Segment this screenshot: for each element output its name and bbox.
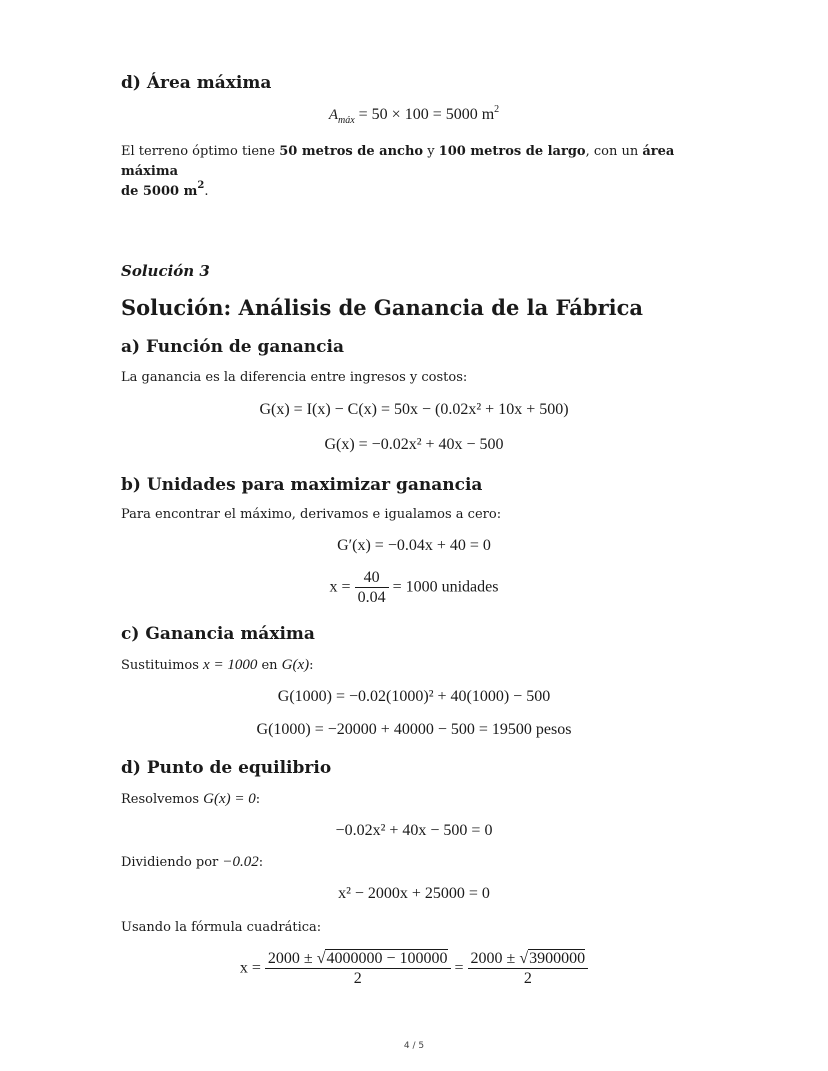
paragraph-c: Sustituimos x = 1000 en G(x):: [121, 657, 314, 673]
page-title: Solución: Análisis de Ganancia de la Fábrica: [121, 295, 644, 320]
equation-b1: G′(x) = −0.04x + 40 = 0: [337, 537, 491, 554]
solution-label: Solución 3: [121, 262, 210, 280]
equation-d2: x² − 2000x + 25000 = 0: [338, 885, 490, 902]
equation-d1: −0.02x² + 40x − 500 = 0: [335, 822, 493, 839]
equation-c1: G(1000) = −0.02(1000)² + 40(1000) − 500: [277, 688, 551, 705]
fraction-quadratic-2: $\frac{2000 \pm √3900000}{2}$: [468, 950, 589, 988]
paragraph-d3: Usando la fórmula cuadrática:: [121, 920, 322, 935]
equation-d3-quadratic: x = $\frac{2000 \pm √4000000 - 100000}{2}$ = $\frac{2000 \pm √3900000}{2}$: [0, 950, 828, 988]
equation-area-maxima: $A_{máx} = 50 \times 100 = 5000$ $m^2$: [328, 104, 500, 127]
section-heading-b: b) Unidades para maximizar ganancia: [121, 475, 483, 495]
section-heading-c: c) Ganancia máxima: [121, 624, 315, 644]
equation-c2: G(1000) = −20000 + 40000 − 500 = 19500 pesos: [256, 721, 572, 738]
fraction-b: $\frac{40}{0.04}$: [355, 569, 389, 607]
paragraph-d1: Resolvemos G(x) = 0:: [121, 791, 261, 807]
conclusion-paragraph: El terreno óptimo tiene 50 metros de ancho y 100 metros de largo, con un área máxima de 5000 $m^2$.: [121, 144, 675, 199]
section-heading-a: a) Función de ganancia: [121, 337, 344, 357]
section-heading-area-maxima: d) Área máxima: [121, 73, 272, 93]
equation-a2: G(x) = −0.02x² + 40x − 500: [324, 436, 504, 453]
paragraph-d2: Dividiendo por −0.02:: [121, 854, 264, 870]
equation-a1: G(x) = I(x) − C(x) = 50x − (0.02x² + 10x + 500): [259, 401, 569, 418]
paragraph-b: Para encontrar el máximo, derivamos e igualamos a cero:: [121, 507, 502, 522]
paragraph-a: La ganancia es la diferencia entre ingresos y costos:: [121, 370, 468, 385]
equation-b2: x = $\frac{40}{0.04}$ = 1000 unidades: [329, 569, 499, 606]
page-number: 4 / 5: [403, 1041, 425, 1051]
fraction-quadratic-1: $\frac{2000 \pm √4000000 - 100000}{2}$: [265, 950, 451, 988]
section-heading-d: d) Punto de equilibrio: [121, 758, 332, 778]
